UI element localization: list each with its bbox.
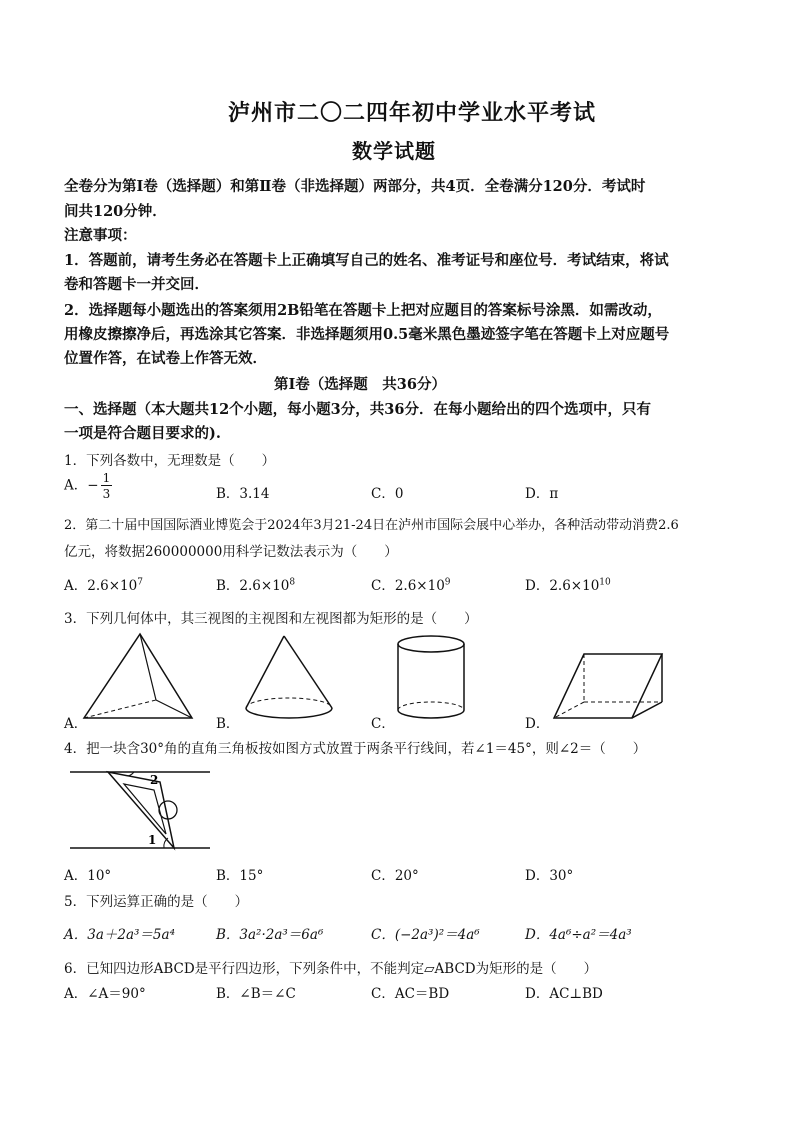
- section-title: 第Ⅰ卷（选择题 共36分）: [274, 376, 446, 393]
- q4-option-c[interactable]: C．20°: [371, 868, 419, 884]
- notice-2-cont: 位置作答，在试卷上作答无效．: [64, 350, 267, 367]
- section-desc: 一项是符合题目要求的).: [64, 425, 221, 442]
- question-3-stem: 3．下列几何体中，其三视图的主视图和左视图都为矩形的是（ ）: [64, 611, 478, 627]
- pyramid-figure: [80, 630, 200, 722]
- question-2-stem-cont: 亿元，将数据260000000用科学记数法表示为（ ）: [64, 544, 398, 560]
- cone-figure: [240, 632, 340, 724]
- notice-1: 1．答题前，请考生务必在答题卡上正确填写自己的姓名、准考证号和座位号．考试结束，将试: [64, 252, 669, 269]
- page-subtitle: 数学试题: [352, 139, 436, 163]
- q6-option-c[interactable]: C．AC＝BD: [371, 986, 450, 1002]
- q6-option-d[interactable]: D．AC⊥BD: [525, 986, 603, 1002]
- question-6-stem: 6．已知四边形ABCD是平行四边形，下列条件中，不能判定▱ABCD为矩形的是（ ）: [64, 961, 598, 977]
- angle-2-label: 2: [150, 773, 159, 787]
- q2-option-b[interactable]: B．$2.6\times 10^8$: [216, 577, 296, 594]
- intro-line: 全卷分为第Ⅰ卷（选择题）和第Ⅱ卷（非选择题）两部分，共4页．全卷满分120分．考试时: [64, 178, 646, 195]
- intro-line: 间共120分钟．: [64, 203, 167, 220]
- fraction: $\frac{1}{3}$: [102, 471, 111, 501]
- q6-option-b[interactable]: B．∠B＝∠C: [216, 986, 296, 1002]
- q1-option-a[interactable]: [64, 472, 112, 500]
- q2-option-a[interactable]: A．$2.6\times 10^7$: [64, 577, 143, 594]
- q2-option-d[interactable]: D．$2.6\times 10^{10}$: [525, 577, 611, 594]
- question-5-stem: 5．下列运算正确的是（ ）: [64, 894, 249, 910]
- angle-1-label: 1: [148, 833, 157, 847]
- notice-1-cont: 卷和答题卡一并交回．: [64, 276, 209, 293]
- q2-option-c[interactable]: C．$2.6\times 10^9$: [371, 577, 451, 594]
- notice-2-cont: 用橡皮擦擦净后，再选涂其它答案．非选择题须用0.5毫米黑色墨迹签字笔在答题卡上对应题号: [64, 326, 670, 343]
- question-4-stem: 4．把一块含30°角的直角三角板按如图方式放置于两条平行线间，若∠1＝45°，则∠2＝（ ）: [64, 741, 647, 757]
- cylinder-figure: [394, 632, 468, 726]
- q5-option-b[interactable]: B．3a²·2a³＝6a⁶: [216, 927, 324, 943]
- q4-option-a[interactable]: A．10°: [64, 868, 112, 884]
- q3-option-d[interactable]: D．: [525, 716, 550, 732]
- q1-option-c[interactable]: C．0: [371, 486, 404, 502]
- triangle-ruler-figure: [68, 764, 218, 856]
- notice-2: 2．选择题每小题选出的答案须用2B铅笔在答题卡上把对应题目的答案标号涂黑．如需改动，: [64, 302, 662, 319]
- q1-option-d[interactable]: D．π: [525, 486, 559, 502]
- question-1-stem: 1．下列各数中，无理数是（ ）: [64, 453, 276, 469]
- notice-title: 注意事项：: [64, 227, 137, 244]
- q1-option-a-label: A．−: [64, 477, 99, 494]
- q6-option-a[interactable]: A．∠A＝90°: [64, 986, 146, 1002]
- q1-option-b[interactable]: B．3.14: [216, 486, 270, 502]
- q3-option-b[interactable]: B．: [216, 716, 240, 732]
- q4-option-b[interactable]: B．15°: [216, 868, 264, 884]
- prism-figure: [548, 648, 668, 724]
- q3-option-a[interactable]: A．: [64, 716, 88, 732]
- q5-option-d[interactable]: D．4a⁶÷a²＝4a³: [525, 927, 632, 943]
- q3-option-c[interactable]: C．: [371, 716, 395, 732]
- q4-option-d[interactable]: D．30°: [525, 868, 574, 884]
- q5-option-a[interactable]: A．3a＋2a³＝5a⁴: [64, 927, 175, 943]
- question-2-stem: 2．第二十届中国国际酒业博览会于2024年3月21-24日在泸州市国际会展中心举办，各种活动带动消费2.6: [64, 518, 679, 533]
- page-title: 泸州市二〇二四年初中学业水平考试: [228, 100, 597, 126]
- q5-option-c[interactable]: C．(−2a³)²＝4a⁶: [371, 927, 480, 943]
- section-desc: 一、选择题（本大题共12个小题，每小题3分，共36分．在每小题给出的四个选项中，只有: [64, 401, 651, 418]
